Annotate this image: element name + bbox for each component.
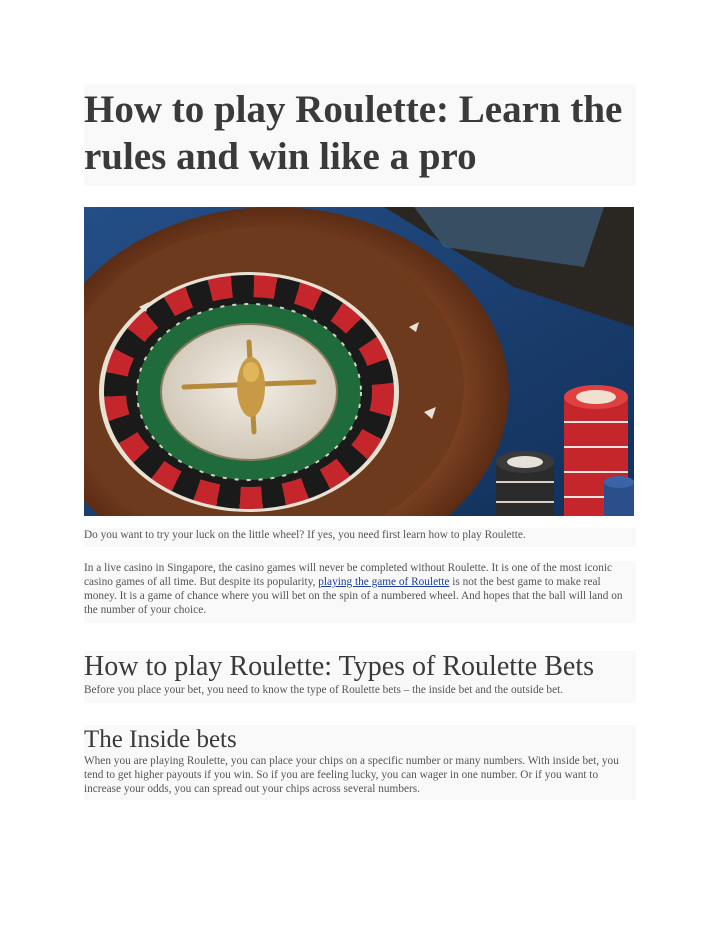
paragraph-2-block: [84, 561, 636, 623]
roulette-wheel-image: [84, 207, 634, 516]
title-block: [84, 84, 636, 186]
playing-roulette-link[interactable]: playing the game of Roulette: [318, 576, 450, 588]
section-roulette-bets: [84, 651, 636, 703]
chip-stack-black: [496, 451, 554, 516]
section-bet-types-text: Before you place your bet, you need to know the type of Roulette bets – the inside bet and the outside bet.: [84, 684, 564, 696]
paragraph-2: [84, 561, 636, 617]
section-heading-inside-bets: The Inside bets: [84, 726, 237, 753]
roulette-wheel-icon: [84, 207, 634, 516]
page-title: How to play Roulette: Learn the rules and win like a pro: [84, 88, 623, 178]
paragraph-2-text-start: In a live casino in Singapore, the casino games will never be completed without Roulette. It is one of the most iconic casino games of all time. But despite its popularity,: [84, 562, 612, 588]
section-inside-bets: [84, 725, 636, 800]
section-inside-bets-text: When you are playing Roulette, you can place your chips on a specific number or many numbers. With inside bet, you tend to get higher payouts if you win. So if you are feeling lucky, you can wager in one number. Or if you want to increase your odds, you can spread out your chips across several numbers.: [84, 755, 619, 795]
intro-block: [84, 528, 636, 547]
chip-stack-blue: [604, 476, 634, 516]
intro-paragraph: Do you want to try your luck on the little wheel? If yes, you need first learn how to play Roulette.: [84, 529, 526, 541]
paragraph-2-text-end: is not the best game to make real money. It is a game of chance where you will bet on the spin of a numbered wheel. And hopes that the ball will land on the number of your choice.: [84, 576, 623, 616]
section-heading-bet-types: How to play Roulette: Types of Roulette Bets: [84, 651, 595, 682]
article: [84, 84, 636, 800]
